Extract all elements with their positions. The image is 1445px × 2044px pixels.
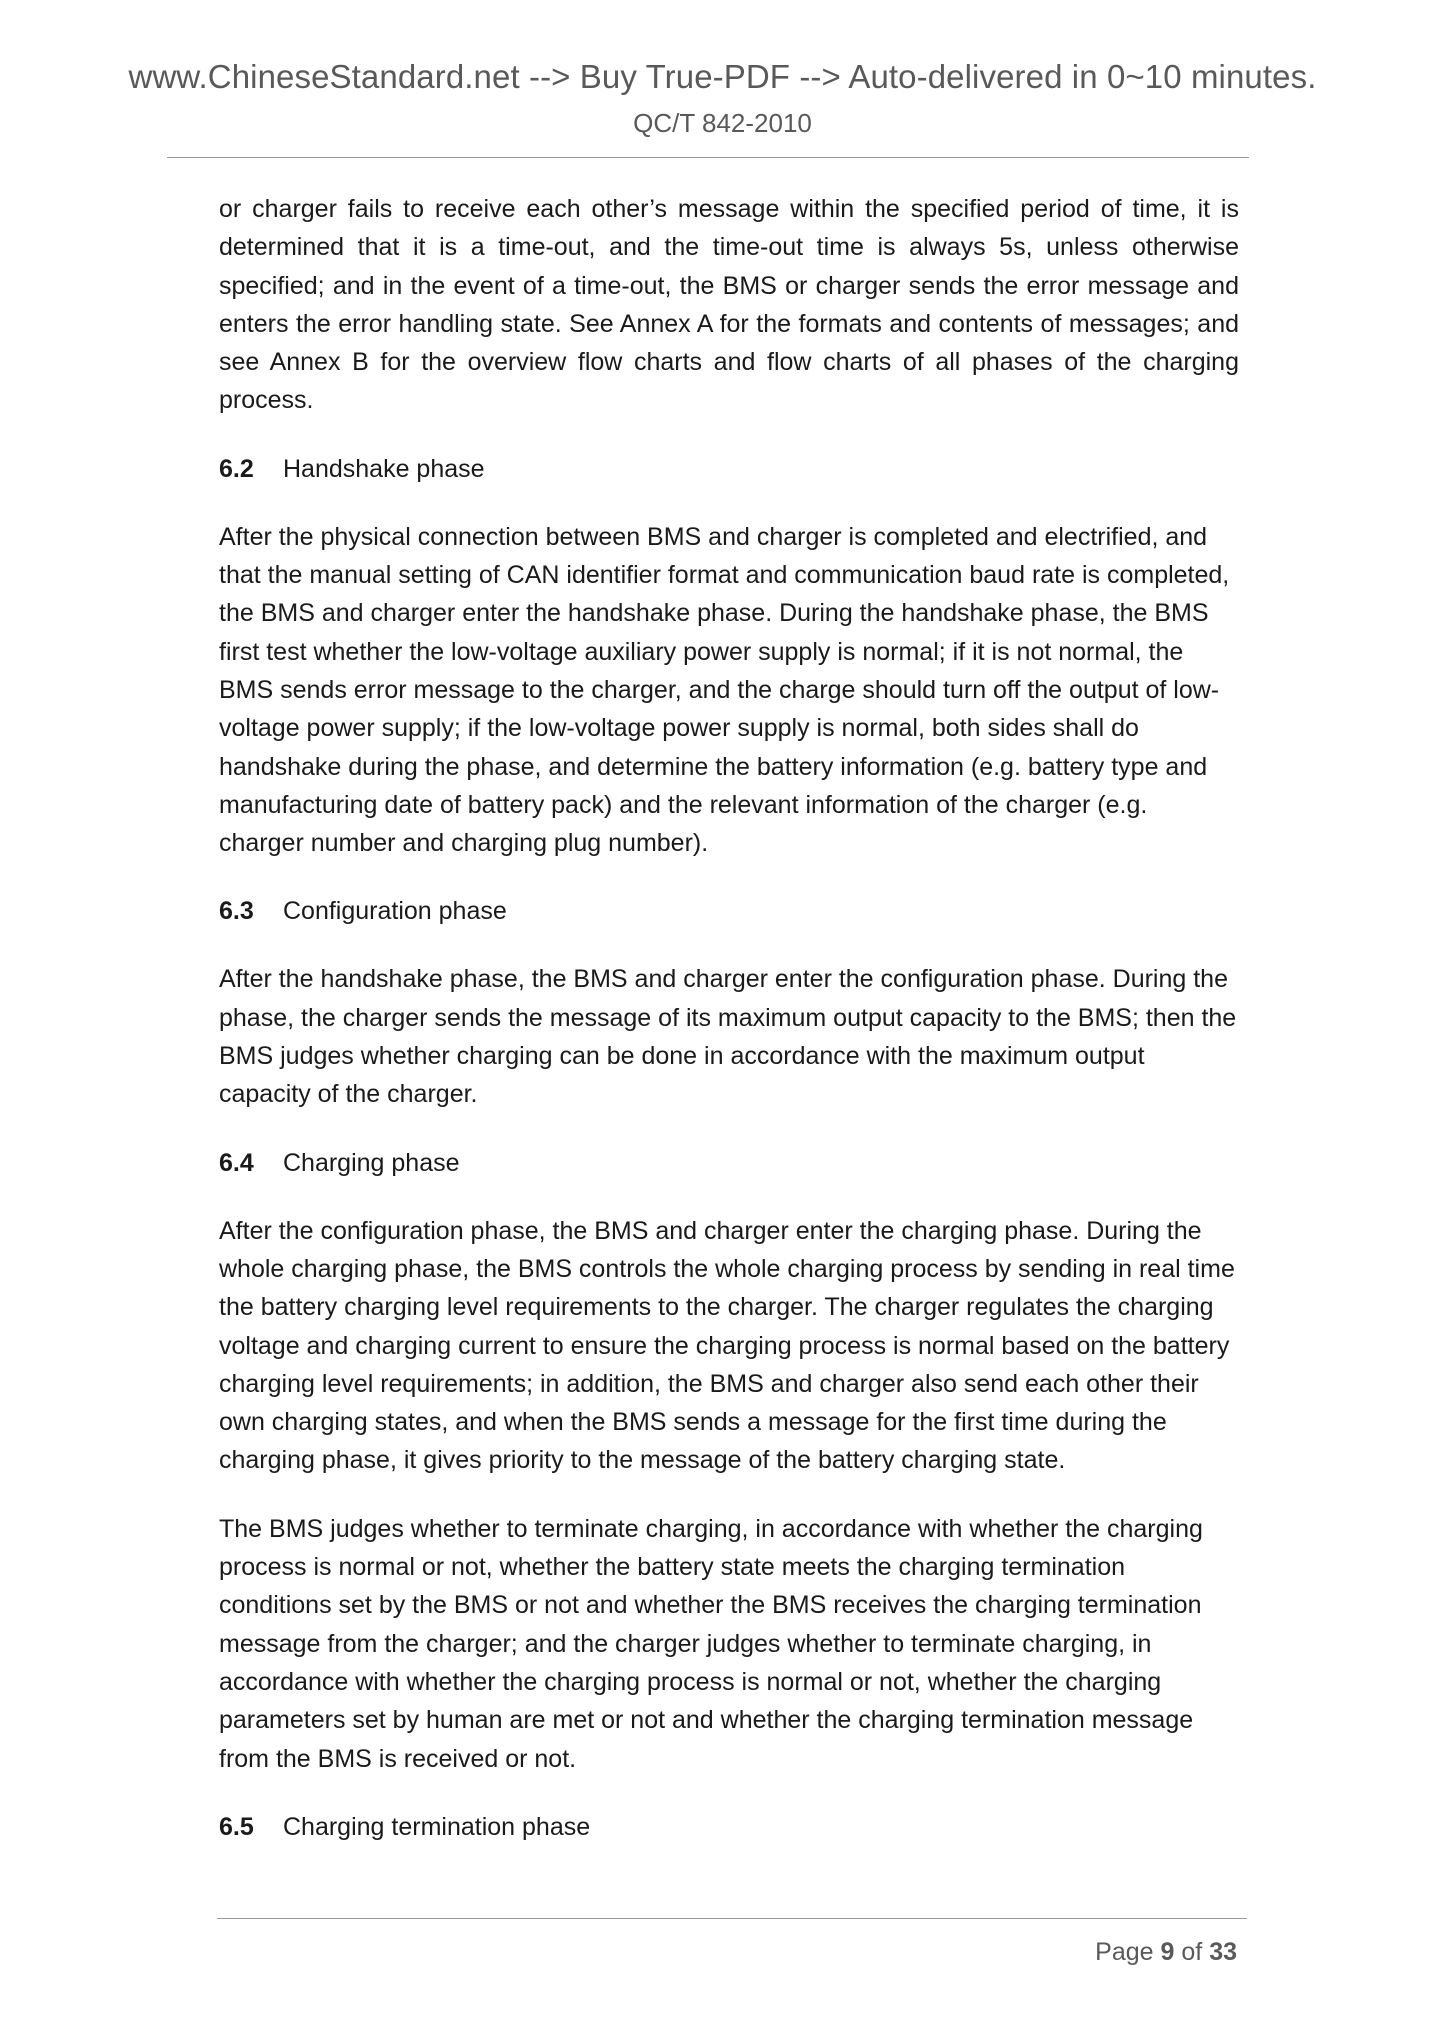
section-heading-6-2: [219, 450, 1239, 488]
document-id: QC/T 842-2010: [633, 108, 812, 138]
section-heading-6-3: [219, 892, 1239, 930]
page-body: [219, 190, 1239, 1846]
site-banner: www.ChineseStandard.net --> Buy True-PDF --> Auto-delivered in 0~10 minutes.: [128, 58, 1317, 95]
section-title: Handshake phase: [283, 454, 485, 483]
configuration-paragraph: After the handshake phase, the BMS and charger enter the configuration phase. During the phase, the charger sends the message of its maximum output capacity to the BMS; then the BMS judges whether charging can be done in accordance with the maximum output capacity of the charger.: [219, 965, 1237, 1109]
page-total: 33: [1209, 1938, 1237, 1966]
page-counter: [1095, 1938, 1237, 1967]
footer-divider: [217, 1918, 1247, 1919]
section-heading-6-4: [219, 1144, 1239, 1182]
charging-paragraph-2: The BMS judges whether to terminate charging, in accordance with whether the charging process is normal or not, whether the battery state meets the charging termination conditions set by the BMS or not and whether the BMS receives the charging termination message from the charger; and the charger judges whether to terminate charging, in accordance with whether the charging process is normal or not, whether the charging parameters set by human are met or not and whether the charging termination message from the BMS is received or not.: [219, 1514, 1203, 1773]
section-title: Configuration phase: [283, 897, 507, 926]
intro-paragraph: or charger fails to receive each other’s message within the specified period of time, it is determined that it is a time-out, and the time-out time is always 5s, unless otherwise specified; and in the event of a time-out, the BMS or charger sends the error message and enters the error handling state. See Annex A for the formats and contents of messages; and see Annex B for the overview flow charts and flow charts of all phases of the charging process.: [219, 195, 1239, 415]
handshake-paragraph: After the physical connection between BMS and charger is completed and electrified, and that the manual setting of CAN identifier format and communication baud rate is completed, the BMS and charger enter the handshake phase. During the handshake phase, the BMS first test whether the low-voltage auxiliary power supply is normal; if it is not normal, the BMS sends error message to the charger, and the charge should turn off the output of low-voltage power supply; if the low-voltage power supply is normal, both sides shall do handshake during the phase, and determine the battery information (e.g. battery type and manufacturing date of battery pack) and the relevant information of the charger (e.g. charger number and charging plug number).: [219, 522, 1230, 858]
section-heading-6-5: [219, 1808, 1239, 1846]
section-number: 6.5: [219, 1812, 254, 1841]
section-number: 6.2: [219, 454, 254, 483]
charging-paragraph-1: After the configuration phase, the BMS and charger enter the charging phase. During the whole charging phase, the BMS controls the whole charging process by sending in real time the battery charging level requirements to the charger. The charger regulates the charging voltage and charging current to ensure the charging process is normal based on the battery charging level requirements; in addition, the BMS and charger also send each other their own charging states, and when the BMS sends a message for the first time during the charging phase, it gives priority to the message of the battery charging state.: [219, 1216, 1235, 1475]
section-title: Charging phase: [283, 1148, 460, 1177]
of-word: of: [1181, 1938, 1203, 1966]
page-word: Page: [1095, 1938, 1154, 1966]
section-number: 6.3: [219, 897, 254, 926]
header-divider: [167, 157, 1249, 158]
section-number: 6.4: [219, 1148, 254, 1177]
page-current: 9: [1160, 1938, 1175, 1966]
section-title: Charging termination phase: [283, 1812, 591, 1841]
